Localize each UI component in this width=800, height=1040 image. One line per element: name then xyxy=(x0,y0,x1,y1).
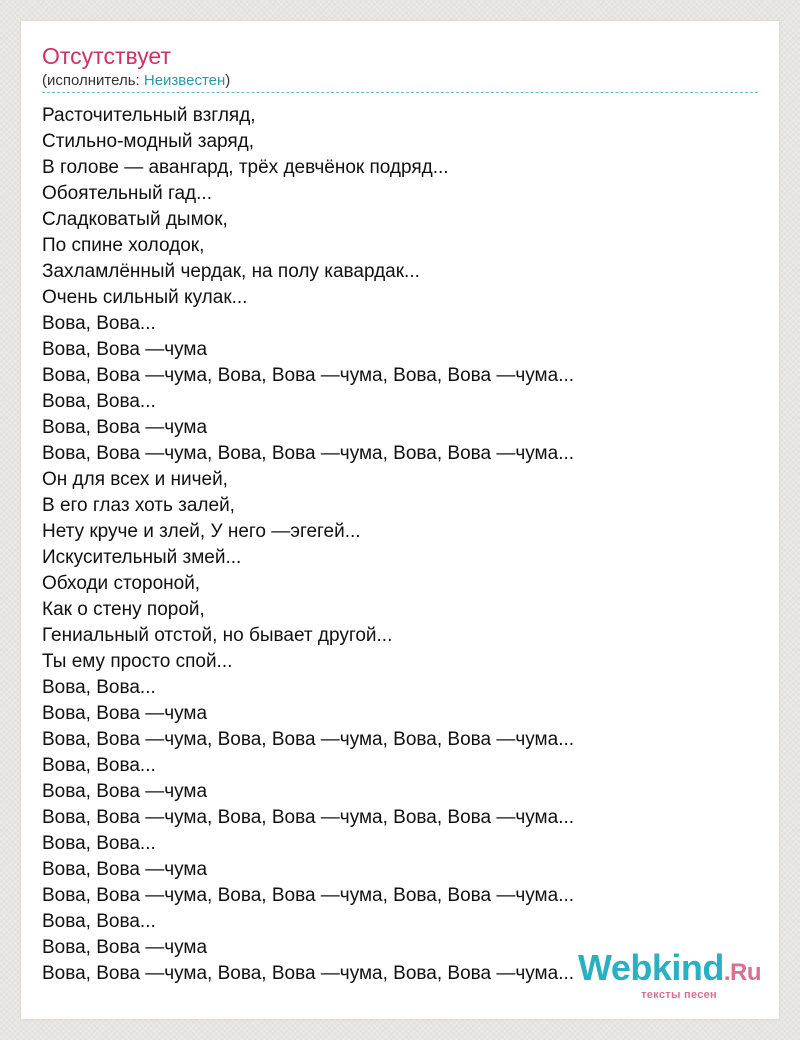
lyric-line: Вова, Вова... xyxy=(42,313,156,334)
lyric-line: Вова, Вова —чума xyxy=(42,339,208,360)
lyric-line: Захламлённый чердак, на полу кавардак... xyxy=(42,261,420,282)
song-title: Отсутствует xyxy=(42,43,171,69)
lyric-line: Вова, Вова —чума xyxy=(42,937,208,958)
lyric-line: Как о стену порой, xyxy=(42,599,205,620)
lyric-line: Нету круче и злей, У него —эгегей... xyxy=(42,521,361,542)
lyric-line: Стильно-модный заряд, xyxy=(42,131,255,152)
logo-tld: .Ru xyxy=(723,959,761,986)
lyric-line: Обоятельный гад... xyxy=(42,183,212,204)
lyric-line: Вова, Вова —чума, Вова, Вова —чума, Вова, Вова —чума... xyxy=(42,443,575,464)
lyric-line: По спине холодок, xyxy=(42,235,205,256)
lyric-line: Он для всех и ничей, xyxy=(42,469,228,490)
lyric-line: В голове — авангард, трёх девчёнок подряд... xyxy=(42,157,449,178)
logo-name: Webkind xyxy=(577,947,724,988)
webkind-logo xyxy=(577,947,761,1001)
artist-prefix: (исполнитель: xyxy=(42,72,144,89)
lyric-line: Сладковатый дымок, xyxy=(42,209,228,230)
lyric-line: Вова, Вова —чума xyxy=(42,859,208,880)
lyric-line: Вова, Вова —чума, Вова, Вова —чума, Вова, Вова —чума... xyxy=(42,729,575,750)
lyrics-text xyxy=(42,103,574,987)
lyric-line: Вова, Вова —чума xyxy=(42,703,208,724)
lyric-line: Вова, Вова —чума, Вова, Вова —чума, Вова, Вова —чума... xyxy=(42,885,575,906)
lyric-line: Очень сильный кулак... xyxy=(42,287,248,308)
lyric-line: Вова, Вова —чума xyxy=(42,781,208,802)
artist-suffix: ) xyxy=(225,72,231,89)
lyric-line: Обходи стороной, xyxy=(42,573,201,594)
lyric-line: Ты ему просто спой... xyxy=(42,651,233,672)
artist-link[interactable]: Неизвестен xyxy=(143,72,226,89)
logo-wordmark xyxy=(577,947,761,991)
lyric-line: Вова, Вова —чума, Вова, Вова —чума, Вова, Вова —чума... xyxy=(42,963,575,984)
lyric-line: Вова, Вова... xyxy=(42,833,156,854)
lyric-line: Гениальный отстой, но бывает другой... xyxy=(42,625,393,646)
lyric-line: Вова, Вова —чума, Вова, Вова —чума, Вова, Вова —чума... xyxy=(42,365,575,386)
lyrics-card xyxy=(21,21,779,1019)
logo-tagline: тексты песен xyxy=(641,989,717,1001)
artist-line xyxy=(42,72,230,90)
lyric-line: В его глаз хоть залей, xyxy=(42,495,235,516)
title-divider xyxy=(42,92,758,93)
lyric-line: Вова, Вова... xyxy=(42,391,156,412)
lyric-line: Вова, Вова —чума, Вова, Вова —чума, Вова, Вова —чума... xyxy=(42,807,575,828)
lyric-line: Искусительный змей... xyxy=(42,547,242,568)
lyric-line: Расточительный взгляд, xyxy=(42,105,256,126)
lyric-line: Вова, Вова... xyxy=(42,755,156,776)
lyric-line: Вова, Вова —чума xyxy=(42,417,208,438)
lyric-line: Вова, Вова... xyxy=(42,677,156,698)
lyric-line: Вова, Вова... xyxy=(42,911,156,932)
